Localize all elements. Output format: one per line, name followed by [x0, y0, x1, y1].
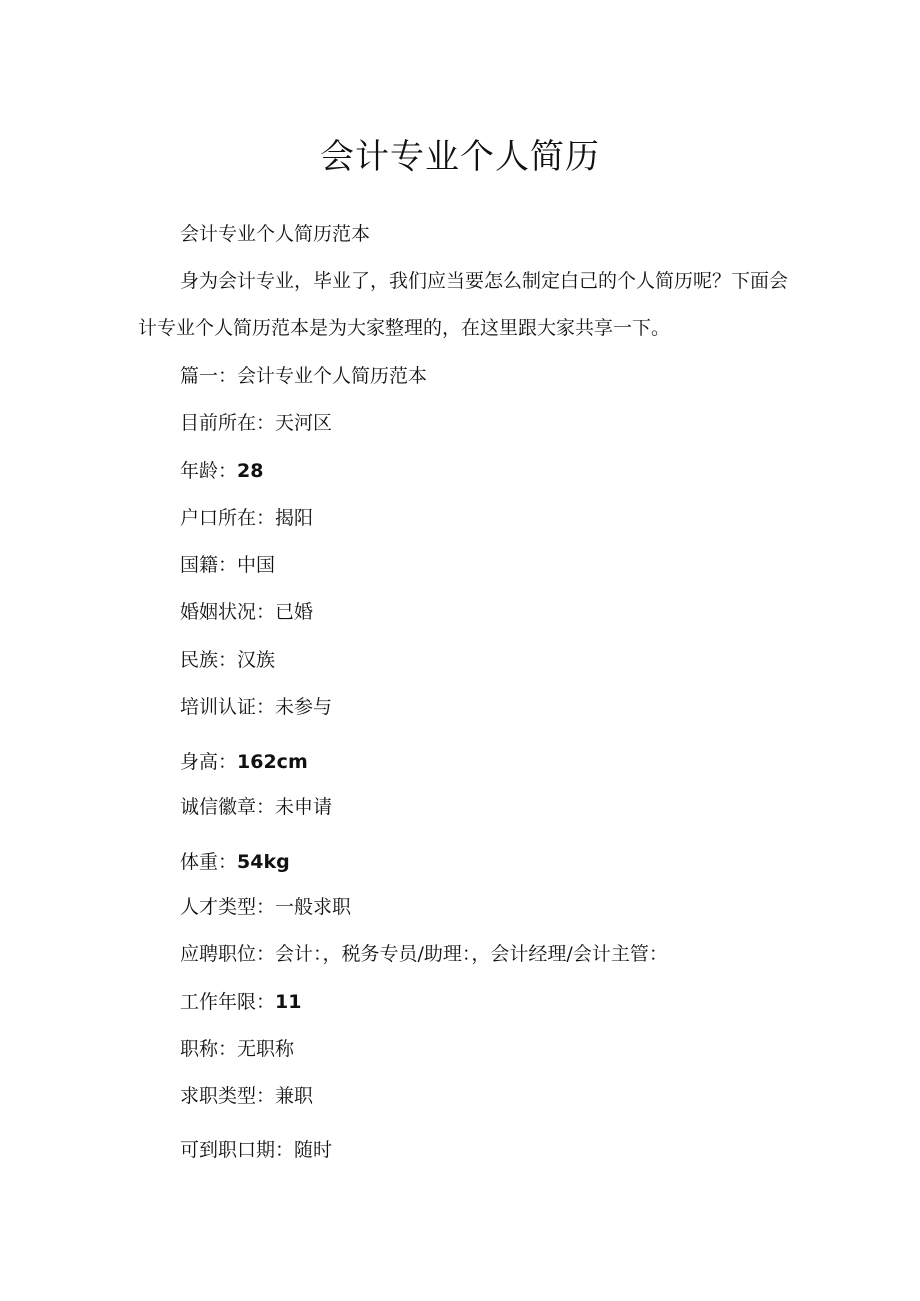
field-value: 已婚 — [275, 601, 314, 623]
field-label: 培训认证： — [180, 696, 276, 718]
field-height — [180, 748, 308, 776]
field-value: 揭阳 — [275, 507, 314, 529]
field-value: 天河区 — [275, 412, 333, 434]
field-years-experience — [180, 988, 301, 1016]
field-nationality — [180, 551, 275, 579]
field-hukou — [180, 504, 313, 532]
field-training-certification — [180, 693, 332, 721]
field-label: 诚信徽章： — [180, 796, 276, 818]
field-label: 户口所在： — [180, 507, 276, 529]
field-value: 未参与 — [275, 696, 333, 718]
field-weight — [180, 848, 290, 876]
field-label: 职称： — [180, 1038, 238, 1060]
field-value: 汉族 — [237, 649, 276, 671]
field-label: 可到职口期： — [180, 1139, 295, 1161]
field-current-location — [180, 409, 332, 437]
field-value: 54kg — [237, 851, 290, 873]
document-title: 会计专业个人简历 — [320, 137, 600, 177]
field-professional-title — [180, 1035, 294, 1063]
field-value: 兼职 — [275, 1085, 314, 1107]
section-heading: 篇一：会计专业个人简历范本 — [180, 365, 428, 387]
field-value: 28 — [237, 460, 264, 482]
field-label: 体重： — [180, 851, 238, 873]
field-label: 应聘职位： — [180, 943, 276, 965]
field-available-date — [180, 1136, 332, 1164]
field-value: 会计：，税务专员/助理：，会计经理/会计主管： — [275, 943, 668, 965]
document-subtitle: 会计专业个人简历范本 — [180, 223, 371, 245]
field-label: 工作年限： — [180, 991, 276, 1013]
field-label: 求职类型： — [180, 1085, 276, 1107]
field-value: 一般求职 — [275, 896, 352, 918]
field-talent-type — [180, 893, 351, 921]
field-label: 人才类型： — [180, 896, 276, 918]
field-label: 目前所在： — [180, 412, 276, 434]
intro-paragraph: 身为会计专业，毕业了，我们应当要怎么制定白己的个人简历呢？下面会计专业个人简历范本是为大家整理的，在这里跟大家共享一下。 — [138, 270, 789, 339]
field-value: 中国 — [237, 554, 276, 576]
field-label: 年龄： — [180, 460, 238, 482]
field-label: 婚姻状况： — [180, 601, 276, 623]
field-label: 身高： — [180, 751, 238, 773]
field-value: 11 — [275, 991, 302, 1013]
field-value: 无职称 — [237, 1038, 295, 1060]
field-label: 民族： — [180, 649, 238, 671]
field-ethnicity — [180, 646, 275, 674]
field-label: 国籍： — [180, 554, 238, 576]
field-value: 162cm — [237, 751, 308, 773]
field-age — [180, 457, 263, 485]
field-marital-status — [180, 598, 313, 626]
field-value: 随时 — [294, 1139, 333, 1161]
field-value: 未申请 — [275, 796, 333, 818]
field-desired-position — [180, 940, 668, 968]
field-integrity-badge — [180, 793, 332, 821]
field-job-type — [180, 1082, 313, 1110]
